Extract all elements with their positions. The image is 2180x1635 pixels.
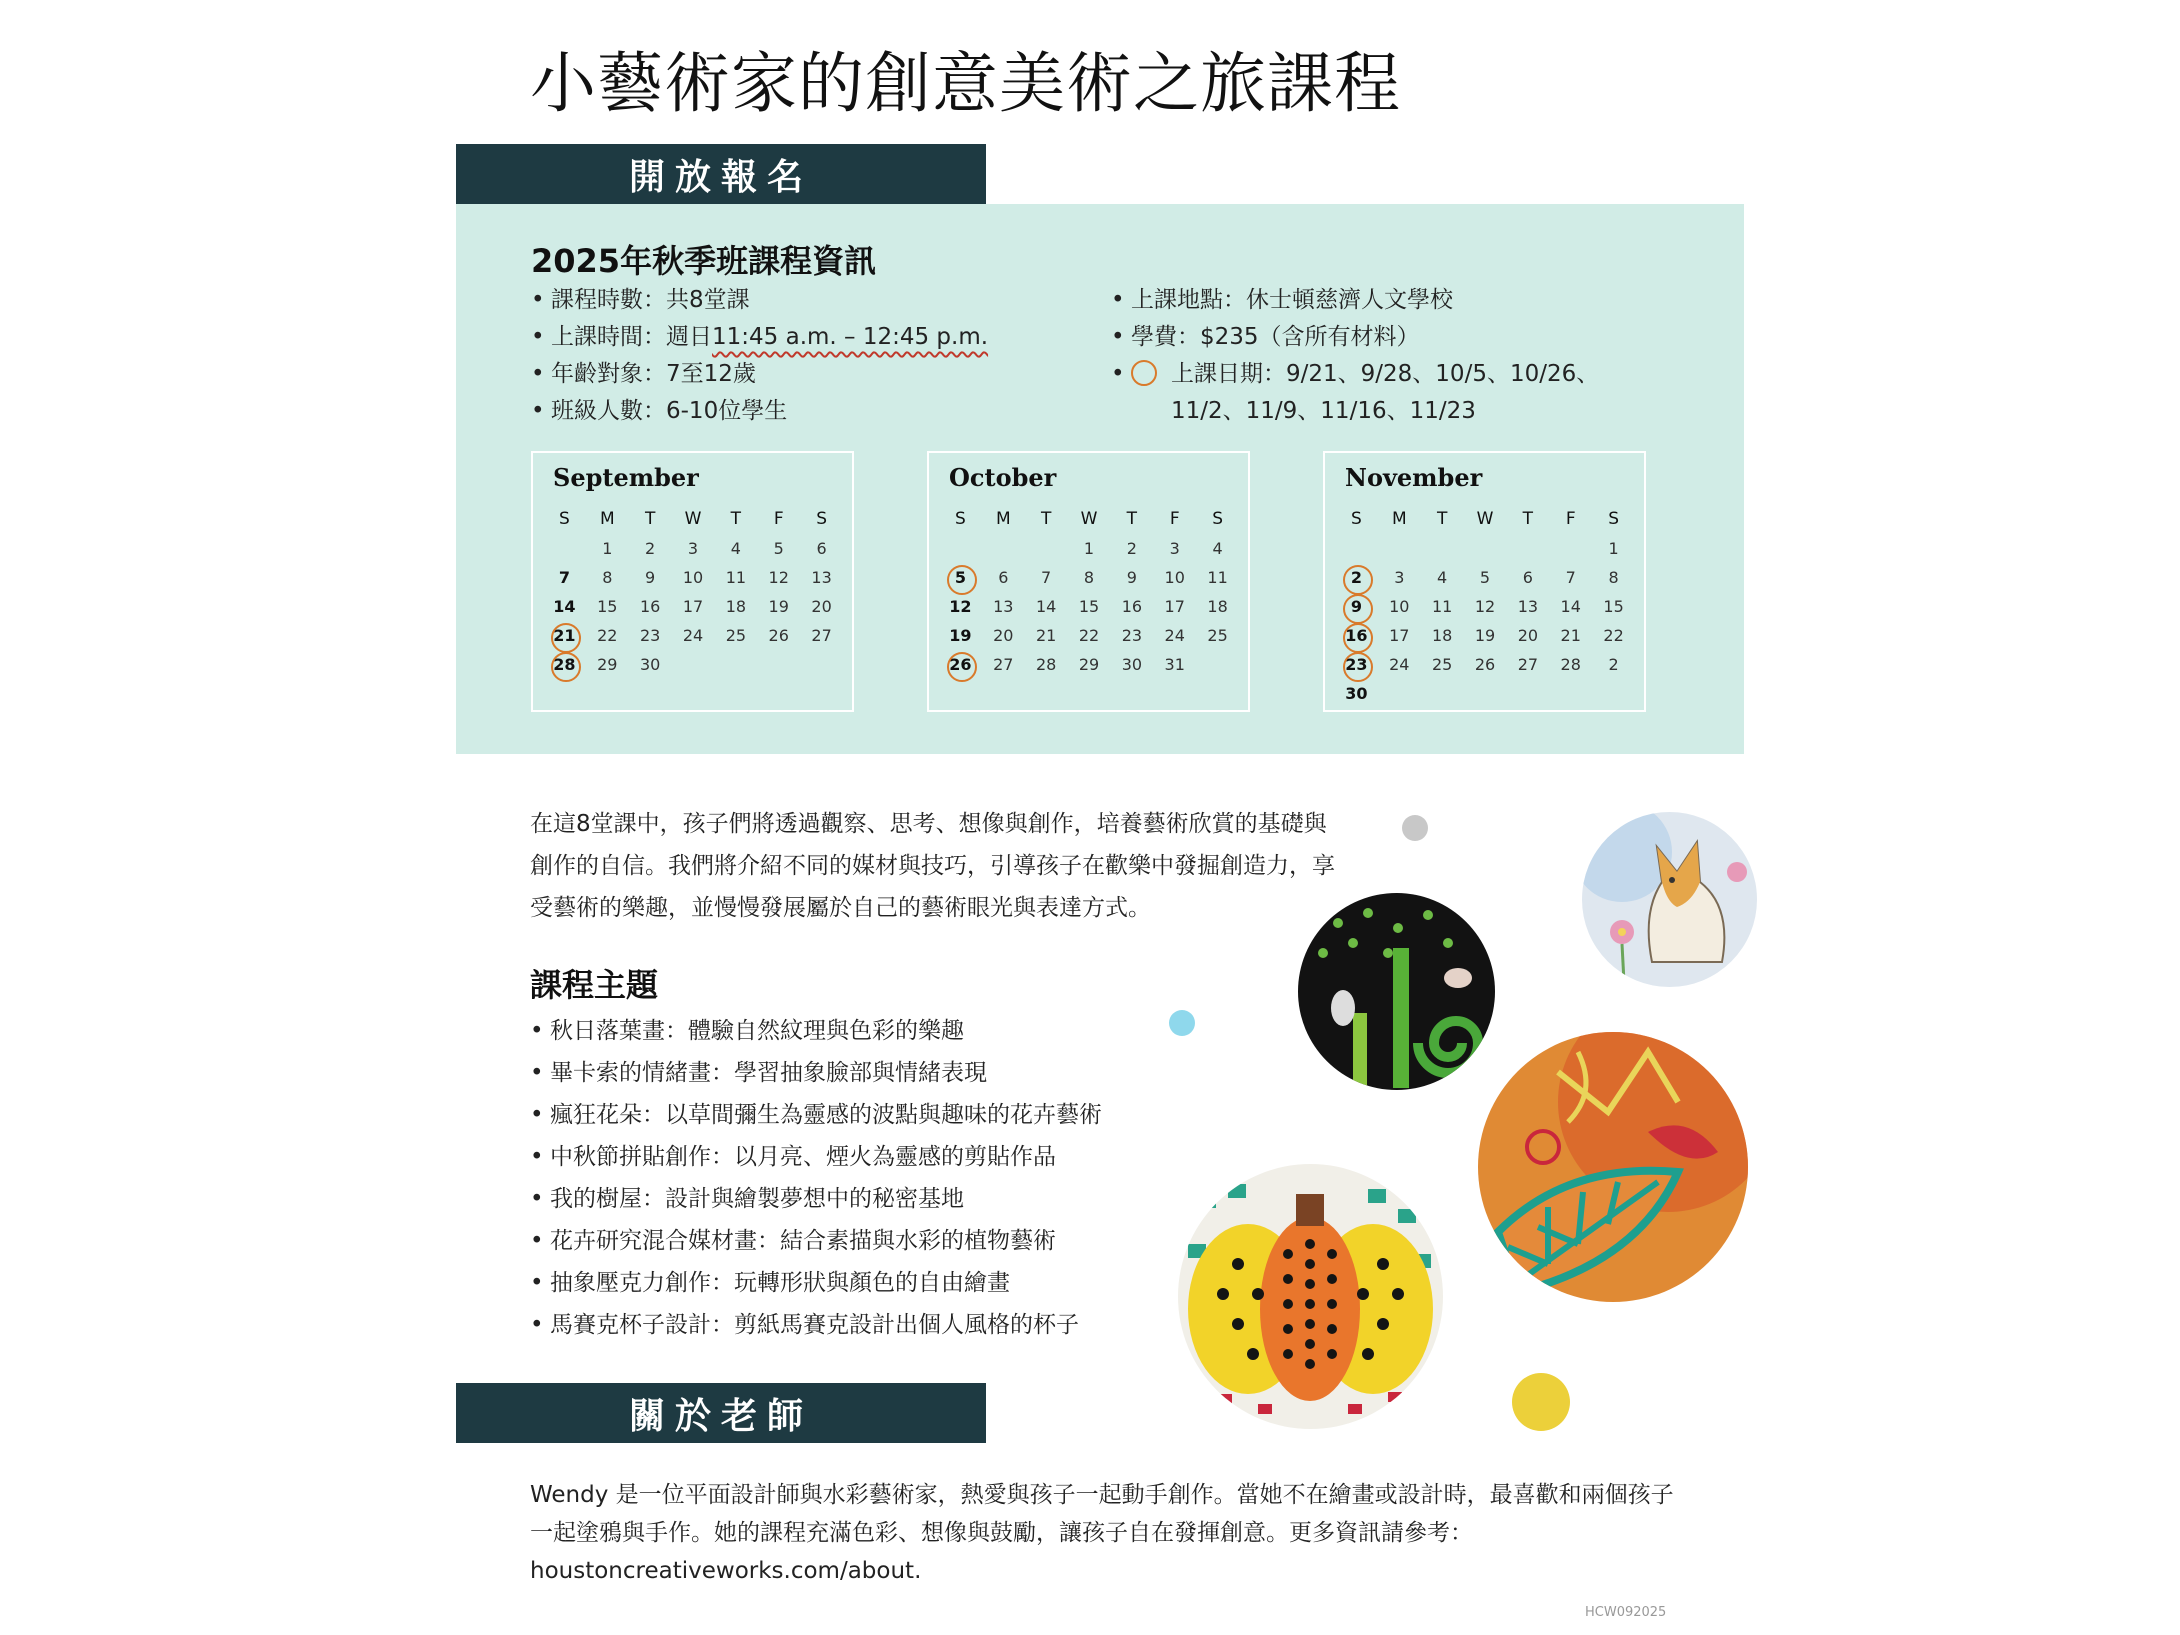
course-intro: 在這8堂課中，孩子們將透過觀察、思考、想像與創作，培養藝術欣賞的基礎與創作的自信。我們將介紹不同的媒材與技巧，引導孩子在歡樂中發掘創造力，享受藝術的樂趣，並慢慢發展屬於自己的藝術眼光與表達方式。 <box>530 811 1335 921</box>
calendar-week-row <box>543 534 843 563</box>
weekday-label: S <box>1351 509 1362 529</box>
footer-code: HCW092025 <box>1585 1605 1667 1620</box>
calendar-day: 2 <box>1608 655 1619 674</box>
calendar-day: 1 <box>602 539 613 558</box>
calendar-day: 26 <box>1474 655 1496 674</box>
topic-item: • 瘋狂花朵：以草間彌生為靈感的波點與趣味的花卉藝術 <box>530 1094 1102 1136</box>
class-date-circled: 21 <box>543 621 586 650</box>
calendar-day: 3 <box>687 539 699 558</box>
calendar-day: 25 <box>1207 626 1228 645</box>
calendar-day: 27 <box>811 626 832 645</box>
calendar-day: 20 <box>993 626 1014 645</box>
calendar-day <box>1506 534 1549 563</box>
calendar-month-label: October <box>949 463 1057 492</box>
calendar-day: 22 <box>597 626 618 645</box>
calendar-grid <box>1335 505 1635 708</box>
calendar-day <box>757 650 800 679</box>
calendar-day: 8 <box>602 568 613 587</box>
calendar-day: 13 <box>993 597 1014 616</box>
calendar-day <box>1335 534 1378 563</box>
calendar-weekday-row <box>543 505 843 534</box>
calendar-day: 30 <box>639 655 661 674</box>
calendar-day: 14 <box>1560 597 1581 616</box>
weekday-label: T <box>730 509 742 529</box>
calendar-day: 29 <box>597 655 618 674</box>
class-date-circled: 26 <box>939 650 982 679</box>
calendar-week-row <box>1335 592 1635 621</box>
calendar-day: 10 <box>1389 597 1410 616</box>
calendar-week-row <box>1335 534 1635 563</box>
calendar-day: 4 <box>1212 539 1223 558</box>
calendar-day: 28 <box>1560 655 1581 674</box>
calendar-week-row <box>939 621 1239 650</box>
yellow-dot <box>1512 1373 1570 1431</box>
calendar-day: 5 <box>1479 568 1491 587</box>
calendar-november <box>1323 451 1646 712</box>
class-date-circled: 28 <box>543 650 586 679</box>
calendar-day <box>714 650 757 679</box>
topic-item: • 畢卡索的情緒畫：學習抽象臉部與情緒表現 <box>530 1052 1102 1094</box>
bugs-artwork-image <box>1298 893 1495 1090</box>
topic-item: • 花卉研究混合媒材畫：結合素描與水彩的植物藝術 <box>530 1220 1102 1262</box>
calendar-day: 23 <box>1121 626 1143 645</box>
weekday-label: F <box>773 509 784 529</box>
calendar-day: 21 <box>1035 626 1057 645</box>
calendar-week-row <box>543 592 843 621</box>
info-heading: 2025年秋季班課程資訊 <box>531 242 877 280</box>
calendar-day: 15 <box>1078 597 1100 616</box>
calendar-day: 29 <box>1078 655 1100 674</box>
weekday-label: T <box>644 509 656 529</box>
info-item-location: • 上課地點：休士頓慈濟人文學校 <box>1111 282 1671 319</box>
calendar-day: 2 <box>1126 539 1137 558</box>
calendar-day: 11 <box>1431 597 1453 616</box>
weekday-label: T <box>1040 509 1052 529</box>
registration-banner: 開放報名 <box>456 144 986 204</box>
weekday-label: W <box>684 509 702 529</box>
calendar-day: 7 <box>558 568 570 587</box>
calendar-day: 15 <box>1603 597 1624 616</box>
weekday-label: S <box>559 509 570 529</box>
calendar-day: 7 <box>1565 568 1576 587</box>
calendar-week-row <box>543 563 843 592</box>
calendar-day: 28 <box>1035 655 1057 674</box>
calendar-day: 4 <box>1437 568 1448 587</box>
calendar-day <box>1421 679 1464 708</box>
calendar-week-row <box>1335 679 1635 708</box>
calendar-week-row <box>543 621 843 650</box>
weekday-label: F <box>1565 509 1576 529</box>
calendar-day: 25 <box>725 626 747 645</box>
calendar-day: 6 <box>1522 568 1533 587</box>
weekday-label: S <box>1608 509 1619 529</box>
calendar-september <box>531 451 854 712</box>
teacher-bio: Wendy 是一位平面設計師與水彩藝術家，熱愛與孩子一起動手創作。當她不在繪畫或設計時，最喜歡和兩個孩子一起塗鴉與手作。她的課程充滿色彩、想像與鼓勵，讓孩子自在發揮創意。更多資訊請參考：houstoncreativeworks.com/about. <box>530 1482 1674 1584</box>
leaf-artwork-image <box>1478 1032 1748 1302</box>
calendar-day: 4 <box>730 539 741 558</box>
topics-heading: 課程主題 <box>530 966 659 1004</box>
class-time-value: 11:45 a.m. – 12:45 p.m. <box>712 324 989 350</box>
pumpkin-artwork-image <box>1178 1164 1443 1429</box>
info-list-left <box>531 282 988 430</box>
circle-legend-icon <box>1131 360 1157 386</box>
calendar-day: 1 <box>1608 539 1619 558</box>
weekday-label: S <box>1212 509 1223 529</box>
calendar-week-row <box>543 650 843 679</box>
calendar-day: 7 <box>1041 568 1052 587</box>
calendar-day: 19 <box>1474 626 1496 645</box>
info-item-class-size: • 班級人數：6-10位學生 <box>531 393 988 430</box>
course-info-panel <box>456 204 1744 754</box>
calendar-month-label: November <box>1345 463 1483 492</box>
weekday-label: T <box>1522 509 1534 529</box>
info-list-right <box>1111 282 1671 430</box>
calendar-day <box>1464 534 1507 563</box>
calendar-week-row <box>939 563 1239 592</box>
class-date-circled: 9 <box>1335 592 1378 621</box>
blue-dot <box>1169 1010 1195 1036</box>
calendar-grid <box>543 505 843 679</box>
calendar-day <box>543 534 586 563</box>
calendar-day <box>1549 679 1592 708</box>
calendar-week-row <box>1335 621 1635 650</box>
calendar-weekday-row <box>1335 505 1635 534</box>
weekday-label: S <box>955 509 966 529</box>
calendar-day: 10 <box>1164 568 1185 587</box>
calendar-day: 11 <box>725 568 747 587</box>
calendar-day <box>1378 534 1421 563</box>
calendar-day: 13 <box>1517 597 1539 616</box>
calendar-day: 31 <box>1164 655 1185 674</box>
calendar-day <box>672 650 715 679</box>
topic-item: • 抽象壓克力創作：玩轉形狀與顏色的自由繪畫 <box>530 1262 1102 1304</box>
calendar-day: 16 <box>639 597 661 616</box>
calendar-week-row <box>1335 650 1635 679</box>
info-item-dates: • 上課日期：9/21、9/28、10/5、10/26、11/2、11/9、11/16、11/23 <box>1111 356 1671 430</box>
calendar-day: 27 <box>993 655 1014 674</box>
calendar-day: 6 <box>816 539 827 558</box>
weekday-label: S <box>816 509 827 529</box>
calendar-day: 25 <box>1431 655 1453 674</box>
calendar-day: 12 <box>949 597 972 616</box>
calendar-day: 24 <box>1389 655 1410 674</box>
calendar-day: 21 <box>1560 626 1581 645</box>
calendar-day <box>1421 534 1464 563</box>
calendar-day: 15 <box>597 597 618 616</box>
calendar-october <box>927 451 1250 712</box>
info-item-time: • 上課時間：週日11:45 a.m. – 12:45 p.m. <box>531 319 988 356</box>
class-date-circled: 16 <box>1335 621 1378 650</box>
calendar-day: 22 <box>1603 626 1624 645</box>
calendar-day: 30 <box>1345 684 1368 703</box>
class-date-circled: 5 <box>939 563 982 592</box>
topic-list <box>530 1010 1102 1346</box>
calendar-day: 1 <box>1083 539 1095 558</box>
calendar-day: 20 <box>811 597 832 616</box>
info-item-age: • 年齡對象：7至12歲 <box>531 356 988 393</box>
calendar-day: 18 <box>1207 597 1228 616</box>
calendar-day: 13 <box>811 568 832 587</box>
calendar-day: 5 <box>773 539 784 558</box>
calendar-week-row <box>939 592 1239 621</box>
topic-item: • 中秋節拼貼創作：以月亮、煙火為靈感的剪貼作品 <box>530 1136 1102 1178</box>
calendar-day <box>939 534 982 563</box>
calendar-day: 30 <box>1121 655 1143 674</box>
class-date-circled: 23 <box>1335 650 1378 679</box>
calendar-day: 8 <box>1608 568 1619 587</box>
calendar-day: 3 <box>1394 568 1405 587</box>
calendar-day: 18 <box>725 597 747 616</box>
calendar-day: 24 <box>1164 626 1185 645</box>
calendar-day: 10 <box>682 568 704 587</box>
calendar-day: 9 <box>645 568 656 587</box>
calendar-day: 20 <box>1517 626 1539 645</box>
weekday-label: F <box>1169 509 1180 529</box>
topic-item: • 馬賽克杯子設計：剪紙馬賽克設計出個人風格的杯子 <box>530 1304 1102 1346</box>
calendar-grid <box>939 505 1239 679</box>
calendar-day: 14 <box>1035 597 1057 616</box>
calendar-weekday-row <box>939 505 1239 534</box>
page-title: 小藝術家的創意美術之旅課程 <box>530 45 1401 122</box>
calendar-day <box>1025 534 1068 563</box>
calendar-day <box>800 650 843 679</box>
calendar-day: 6 <box>998 568 1009 587</box>
info-item-hours: • 課程時數：共8堂課 <box>531 282 988 319</box>
calendar-day: 24 <box>682 626 704 645</box>
calendar-week-row <box>1335 563 1635 592</box>
weekday-label: M <box>995 509 1011 529</box>
calendar-day: 12 <box>1474 597 1496 616</box>
calendar-day: 12 <box>768 568 789 587</box>
calendar-day: 9 <box>1126 568 1137 587</box>
calendar-day: 17 <box>1164 597 1185 616</box>
calendar-day: 2 <box>645 539 656 558</box>
calendar-day <box>1464 679 1507 708</box>
calendar-day: 3 <box>1169 539 1180 558</box>
calendar-day: 11 <box>1207 568 1228 587</box>
calendar-month-label: September <box>553 463 699 492</box>
calendar-week-row <box>939 534 1239 563</box>
calendar-day: 18 <box>1431 626 1453 645</box>
calendar-day <box>982 534 1025 563</box>
weekday-label: T <box>1436 509 1448 529</box>
teacher-banner: 關於老師 <box>456 1383 986 1443</box>
calendar-day: 19 <box>768 597 789 616</box>
gray-dot <box>1402 815 1428 841</box>
fox-artwork-image <box>1582 812 1757 987</box>
info-item-fee: • 學費：$235（含所有材料） <box>1111 319 1671 356</box>
calendar-day <box>1378 679 1421 708</box>
weekday-label: M <box>1391 509 1407 529</box>
calendar-day: 17 <box>682 597 704 616</box>
calendar-day <box>1592 679 1635 708</box>
calendar-day: 17 <box>1389 626 1410 645</box>
topic-item: • 秋日落葉畫：體驗自然紋理與色彩的樂趣 <box>530 1010 1102 1052</box>
weekday-label: M <box>599 509 615 529</box>
calendar-week-row <box>939 650 1239 679</box>
calendar-day: 8 <box>1083 568 1095 587</box>
calendar-day: 14 <box>553 597 576 616</box>
weekday-label: T <box>1126 509 1138 529</box>
calendar-day: 26 <box>768 626 789 645</box>
calendar-day: 16 <box>1121 597 1143 616</box>
calendar-day: 23 <box>639 626 661 645</box>
calendar-day <box>1549 534 1592 563</box>
class-date-circled: 2 <box>1335 563 1378 592</box>
calendar-day: 27 <box>1517 655 1539 674</box>
calendar-day: 19 <box>949 626 972 645</box>
calendar-day <box>1196 650 1239 679</box>
calendar-day: 22 <box>1078 626 1100 645</box>
weekday-label: W <box>1476 509 1494 529</box>
topic-item: • 我的樹屋：設計與繪製夢想中的秘密基地 <box>530 1178 1102 1220</box>
calendar-day <box>1506 679 1549 708</box>
weekday-label: W <box>1080 509 1098 529</box>
